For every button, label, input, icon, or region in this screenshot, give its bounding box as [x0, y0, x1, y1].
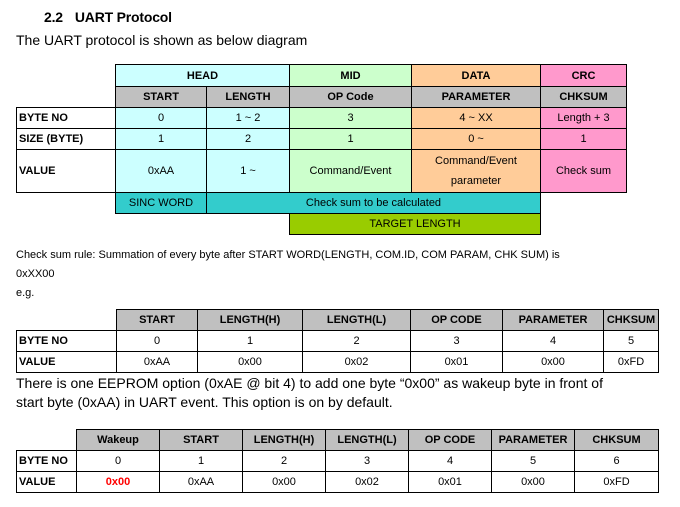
cell: 0 ~: [412, 129, 541, 150]
cell: 0x00: [243, 472, 326, 493]
field-opcode: OP Code: [290, 87, 412, 108]
eeprom-option-text: [16, 374, 603, 412]
table-row: [17, 129, 627, 150]
cell: 5: [604, 331, 659, 352]
cell: 0x01: [411, 352, 503, 373]
intro-text: The UART protocol is shown as below diagram: [16, 32, 308, 48]
target-length-bar: TARGET LENGTH: [290, 214, 541, 235]
cell-line: parameter: [450, 175, 502, 187]
cell: 3: [326, 451, 409, 472]
header-cell: START: [117, 310, 198, 331]
cell: 0: [77, 451, 160, 472]
header-cell: LENGTH(L): [303, 310, 411, 331]
wakeup-example-table: [16, 429, 659, 493]
eg-label: e.g.: [16, 287, 35, 299]
cell: 4 ~ XX: [412, 108, 541, 129]
field-parameter: PARAMETER: [412, 87, 541, 108]
header-cell: OP CODE: [411, 310, 503, 331]
row-label-value: VALUE: [17, 150, 116, 193]
example-table: [16, 309, 659, 373]
field-start: START: [116, 87, 207, 108]
cell: 2: [303, 331, 411, 352]
group-data: DATA: [412, 65, 541, 87]
checksum-rule-text: [16, 246, 560, 303]
cell: 1: [116, 129, 207, 150]
cell: 1: [541, 129, 627, 150]
cell: 4: [503, 331, 604, 352]
header-cell: LENGTH(H): [243, 430, 326, 451]
table-row: [17, 451, 659, 472]
cell: 0xFD: [575, 472, 659, 493]
protocol-diagram-table: [16, 64, 627, 235]
group-crc: CRC: [541, 65, 627, 87]
header-cell: PARAMETER: [503, 310, 604, 331]
header-cell: CHKSUM: [604, 310, 659, 331]
cell: 3: [411, 331, 503, 352]
section-heading: [44, 9, 172, 25]
row-label-byte-no: BYTE NO: [17, 331, 117, 352]
cell: 2: [207, 129, 290, 150]
table-row: [17, 331, 659, 352]
row-label-value: VALUE: [17, 352, 117, 373]
sinc-word-bar: SINC WORD: [116, 193, 207, 214]
cell: 0x00: [503, 352, 604, 373]
check-sum-calc-bar: Check sum to be calculated: [207, 193, 541, 214]
cell: 0: [117, 331, 198, 352]
wakeup-byte-value: 0x00: [77, 472, 160, 493]
table-row: [17, 472, 659, 493]
cell: 0: [116, 108, 207, 129]
cell: 1 ~ 2: [207, 108, 290, 129]
text-line: There is one EEPROM option (0xAE @ bit 4) to add one byte “0x00” as wakeup byte in front of: [16, 375, 603, 391]
cell: 0xFD: [604, 352, 659, 373]
group-head: HEAD: [116, 65, 290, 87]
cell: 1: [290, 129, 412, 150]
cell-parameter-value: [412, 150, 541, 193]
cell: 5: [492, 451, 575, 472]
cell: Command/Event: [290, 150, 412, 193]
cell-line: Command/Event: [435, 155, 517, 167]
header-cell: START: [160, 430, 243, 451]
cell: 0xAA: [116, 150, 207, 193]
table-row: [17, 352, 659, 373]
cell: 1 ~: [207, 150, 290, 193]
group-mid: MID: [290, 65, 412, 87]
section-title: UART Protocol: [74, 9, 172, 25]
cell: 0xAA: [117, 352, 198, 373]
header-cell: LENGTH(L): [326, 430, 409, 451]
cell: 0xAA: [160, 472, 243, 493]
row-label-byte-no: BYTE NO: [17, 451, 77, 472]
cell: 0x01: [409, 472, 492, 493]
header-cell: PARAMETER: [492, 430, 575, 451]
text-line: 0xXX00: [16, 268, 55, 280]
header-cell: LENGTH(H): [198, 310, 303, 331]
row-label-byte-no: BYTE NO: [17, 108, 116, 129]
text-line: Check sum rule: Summation of every byte after START WORD(LENGTH, COM.ID, COM PARAM, CHK SUM) is: [16, 249, 560, 261]
cell: Check sum: [541, 150, 627, 193]
cell: 0x00: [492, 472, 575, 493]
cell: 0x02: [326, 472, 409, 493]
cell: 6: [575, 451, 659, 472]
field-length: LENGTH: [207, 87, 290, 108]
row-label-value: VALUE: [17, 472, 77, 493]
cell: 0x02: [303, 352, 411, 373]
cell: 4: [409, 451, 492, 472]
row-label-size: SIZE (BYTE): [17, 129, 116, 150]
cell: 0x00: [198, 352, 303, 373]
field-chksum: CHKSUM: [541, 87, 627, 108]
cell: 2: [243, 451, 326, 472]
table-row: [17, 108, 627, 129]
table-row: [17, 150, 627, 193]
cell: 3: [290, 108, 412, 129]
section-number: 2.2: [44, 9, 63, 25]
text-line: start byte (0xAA) in UART event. This option is on by default.: [16, 394, 393, 410]
cell: 1: [160, 451, 243, 472]
header-cell: CHKSUM: [575, 430, 659, 451]
cell: Length + 3: [541, 108, 627, 129]
header-cell: Wakeup: [77, 430, 160, 451]
cell: 1: [198, 331, 303, 352]
header-cell: OP CODE: [409, 430, 492, 451]
